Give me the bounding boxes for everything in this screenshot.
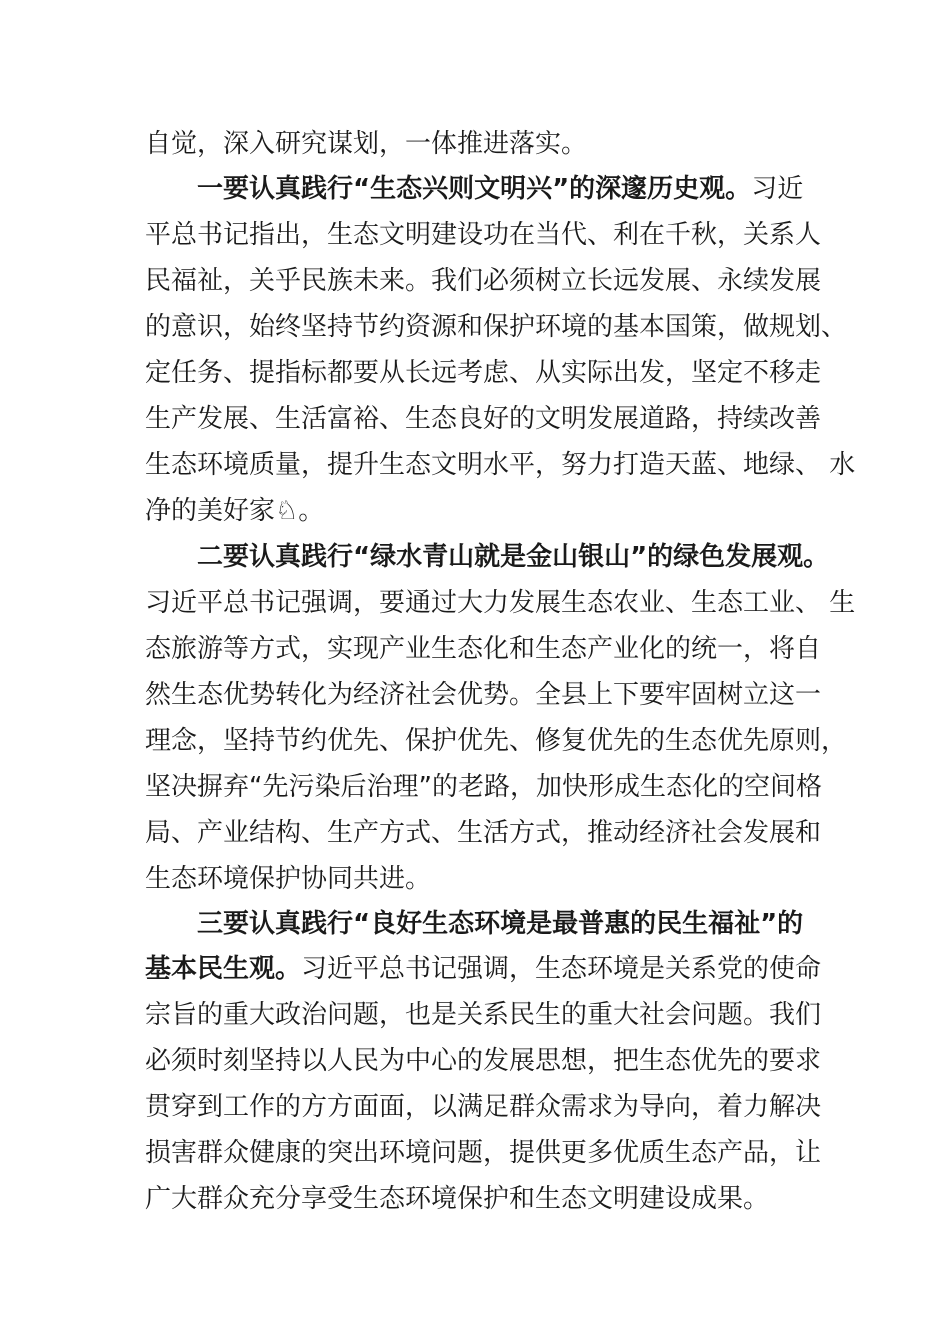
text-line	[145, 810, 825, 856]
text-line	[145, 1176, 825, 1222]
text-line	[145, 1038, 825, 1084]
line-text: 习近平总书记强调，要通过大力发展生态农业、生态工业、 生	[145, 588, 856, 618]
text-line	[145, 672, 825, 718]
bold-heading: 基本民生观。	[145, 954, 302, 984]
line-text: 民福祉，关乎民族未来。我们必须树立长远发展、永续发展	[145, 266, 822, 296]
text-line	[145, 396, 825, 442]
line-text: 坚决摒弃“先污染后治理”的老路，加快形成生态化的空间格	[145, 772, 822, 802]
line-text: 损害群众健康的突出环境问题，提供更多优质生态产品，让	[145, 1138, 822, 1168]
paragraph-heading-3	[197, 901, 825, 947]
line-text: 生产发展、生活富裕、生态良好的文明发展道路，持续改善	[145, 404, 822, 434]
line-text: 习近平总书记强调，生态环境是关系党的使命	[301, 954, 822, 984]
text-line	[145, 1130, 825, 1176]
text-line	[145, 718, 848, 764]
line-text: 贯穿到工作的方方面面，以满足群众需求为导向，着力解决	[145, 1092, 822, 1122]
line-text: 态旅游等方式，实现产业生态化和生态产业化的统一，将自	[145, 634, 822, 664]
line-text: 净的美好家♘。	[145, 496, 325, 526]
text-line	[145, 1084, 825, 1130]
line-text: 生态环境质量，提升生态文明水平，努力打造天蓝、地绿、 水	[145, 450, 856, 480]
line-text: 理念，坚持节约优先、保护优先、修复优先的生态优先原则，	[145, 726, 848, 756]
text-line	[145, 488, 825, 534]
line-text: 然生态优势转化为经济社会优势。全县上下要牢固树立这一	[145, 680, 822, 710]
line-text: 的意识，始终坚持节约资源和保护环境的基本国策，做规划、	[145, 312, 848, 342]
text-line	[145, 992, 825, 1038]
line-text: 习近	[751, 174, 804, 204]
paragraph-heading-2	[197, 534, 830, 580]
line-text: 宗旨的重大政治问题，也是关系民生的重大社会问题。我们	[145, 1000, 822, 1030]
bold-heading: 三要认真践行“良好生态环境是最普惠的民生福祉”的	[197, 909, 804, 939]
text-line	[145, 856, 825, 902]
paragraph-heading-1	[197, 166, 825, 212]
text-line	[145, 764, 825, 810]
line-text: 必须时刻坚持以人民为中心的发展思想，把生态优先的要求	[145, 1046, 822, 1076]
text-line	[145, 580, 856, 626]
line-text: 平总书记指出，生态文明建设功在当代、利在千秋，关系人	[145, 220, 822, 250]
line-text: 定任务、提指标都要从长远考虑、从实际出发，坚定不移走	[145, 358, 822, 388]
line-text: 自觉，深入研究谋划，一体推进落实。	[145, 129, 588, 159]
line-text: 生态环境保护协同共进。	[145, 864, 432, 894]
text-line	[145, 946, 825, 992]
text-line	[145, 442, 856, 488]
line-text: 局、产业结构、生产方式、生活方式，推动经济社会发展和	[145, 818, 822, 848]
bold-heading: 二要认真践行“绿水青山就是金山银山”的绿色发展观。	[197, 542, 830, 572]
text-line	[145, 350, 825, 396]
bold-heading: 一要认真践行“生态兴则文明兴”的深邃历史观。	[197, 174, 752, 204]
text-line	[145, 258, 825, 304]
text-line	[145, 626, 825, 672]
text-line	[145, 304, 848, 350]
line-text: 广大群众充分享受生态环境保护和生态文明建设成果。	[145, 1184, 770, 1214]
text-line	[145, 121, 825, 167]
text-line	[145, 212, 825, 258]
